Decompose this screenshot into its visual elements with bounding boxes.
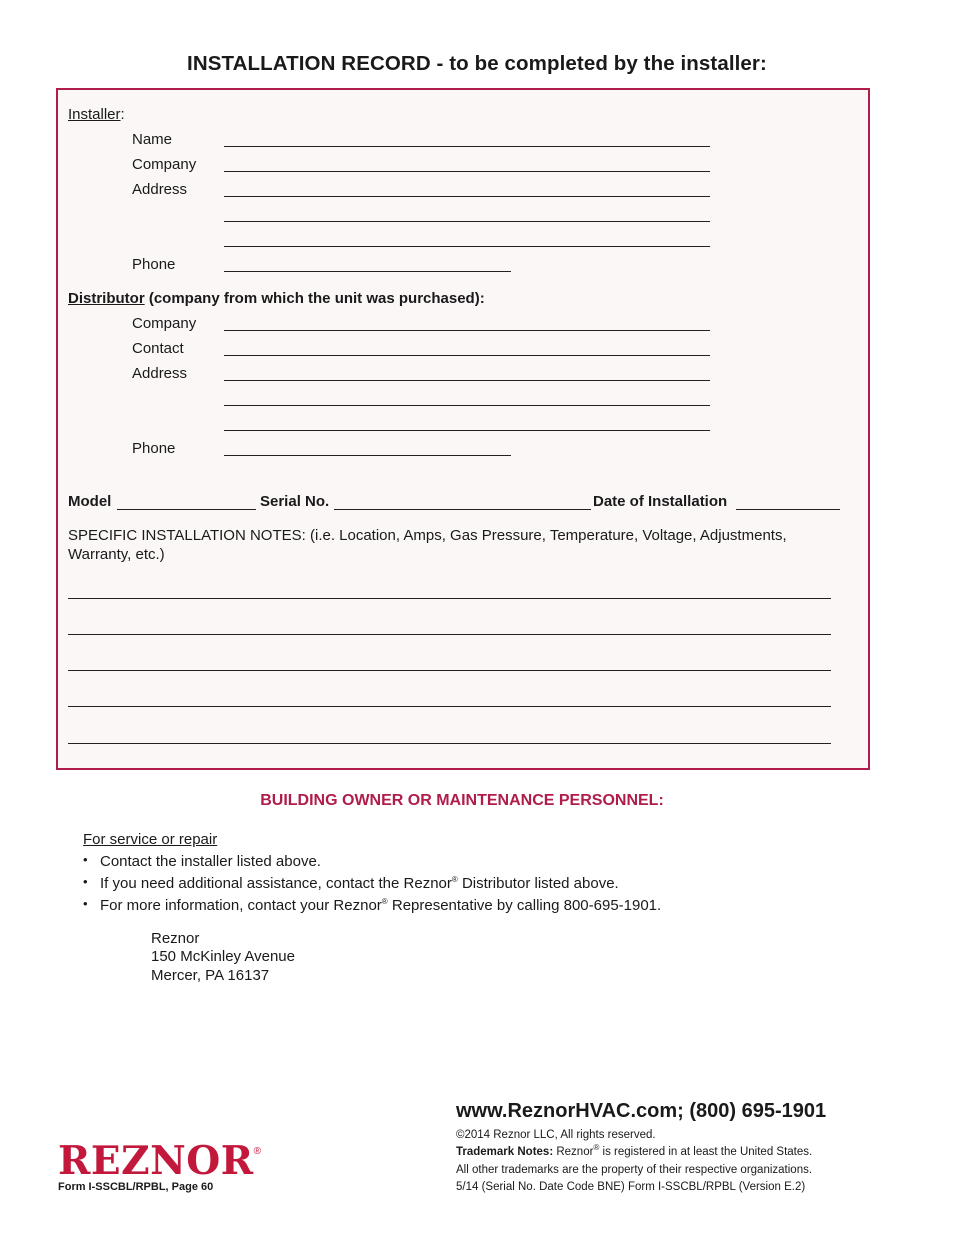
installer-phone-label: Phone [132, 256, 176, 273]
installer-address-field-1[interactable] [224, 196, 710, 197]
installer-heading: Installer: [68, 106, 125, 123]
notes-line-1[interactable] [68, 598, 831, 599]
notes-line-4[interactable] [68, 706, 831, 707]
serial-field[interactable] [334, 509, 591, 510]
distributor-company-label: Company [132, 315, 197, 332]
bullet-2: If you need additional assistance, contact the Reznor® Distributor listed above. [100, 875, 619, 892]
installer-name-field[interactable] [224, 146, 710, 147]
version-line: 5/14 (Serial No. Date Code BNE) Form I-SSCBL/RPBL (Version E.2) [456, 1181, 806, 1193]
date-label: Date of Installation [593, 493, 728, 510]
notes-label-line2: Warranty, etc.) [68, 546, 165, 563]
form-page-number: Form I-SSCBL/RPBL, Page 60 [58, 1181, 214, 1193]
installer-address-field-2[interactable] [224, 221, 710, 222]
other-trademarks: All other trademarks are the property of their respective organizations. [456, 1164, 813, 1176]
serial-label: Serial No. [260, 493, 330, 510]
website-phone: www.ReznorHVAC.com; (800) 695-1901 [456, 1100, 827, 1122]
address-street: 150 McKinley Avenue [151, 948, 295, 965]
distributor-phone-field[interactable] [224, 455, 511, 456]
distributor-contact-label: Contact [132, 340, 184, 357]
distributor-company-field[interactable] [224, 330, 710, 331]
trademark-notes: Trademark Notes: Reznor® is registered in at least the United States. [456, 1143, 813, 1158]
bullet-1: Contact the installer listed above. [100, 853, 321, 870]
reznor-logo: REZNOR® [58, 1138, 262, 1184]
installer-company-field[interactable] [224, 171, 710, 172]
page-title: INSTALLATION RECORD - to be completed by the installer: [187, 52, 767, 75]
bullet-icon: • [83, 874, 88, 889]
notes-label-line1: SPECIFIC INSTALLATION NOTES: (i.e. Location, Amps, Gas Pressure, Temperature, Voltage, Adjustments, [68, 527, 787, 544]
installer-address-field-3[interactable] [224, 246, 710, 247]
distributor-contact-field[interactable] [224, 355, 710, 356]
address-city: Mercer, PA 16137 [151, 967, 270, 984]
distributor-address-field-3[interactable] [224, 430, 710, 431]
address-name: Reznor [151, 930, 200, 947]
model-label: Model [68, 493, 112, 510]
date-field[interactable] [736, 509, 840, 510]
distributor-address-label: Address [132, 365, 188, 382]
distributor-phone-label: Phone [132, 440, 176, 457]
bullet-icon: • [83, 896, 88, 911]
notes-line-5[interactable] [68, 743, 831, 744]
installer-name-label: Name [132, 131, 173, 148]
installer-address-label: Address [132, 181, 188, 198]
service-subheading: For service or repair [83, 831, 218, 848]
copyright: ©2014 Reznor LLC, All rights reserved. [456, 1129, 656, 1141]
owner-heading: BUILDING OWNER OR MAINTENANCE PERSONNEL: [260, 792, 664, 809]
notes-line-3[interactable] [68, 670, 831, 671]
distributor-address-field-1[interactable] [224, 380, 710, 381]
bullet-3: For more information, contact your Reznor® Representative by calling 800-695-1901. [100, 897, 662, 914]
model-field[interactable] [117, 509, 256, 510]
distributor-heading: Distributor (company from which the unit was purchased): [68, 290, 485, 307]
distributor-address-field-2[interactable] [224, 405, 710, 406]
notes-line-2[interactable] [68, 634, 831, 635]
bullet-icon: • [83, 852, 88, 867]
installer-phone-field[interactable] [224, 271, 511, 272]
installer-company-label: Company [132, 156, 197, 173]
